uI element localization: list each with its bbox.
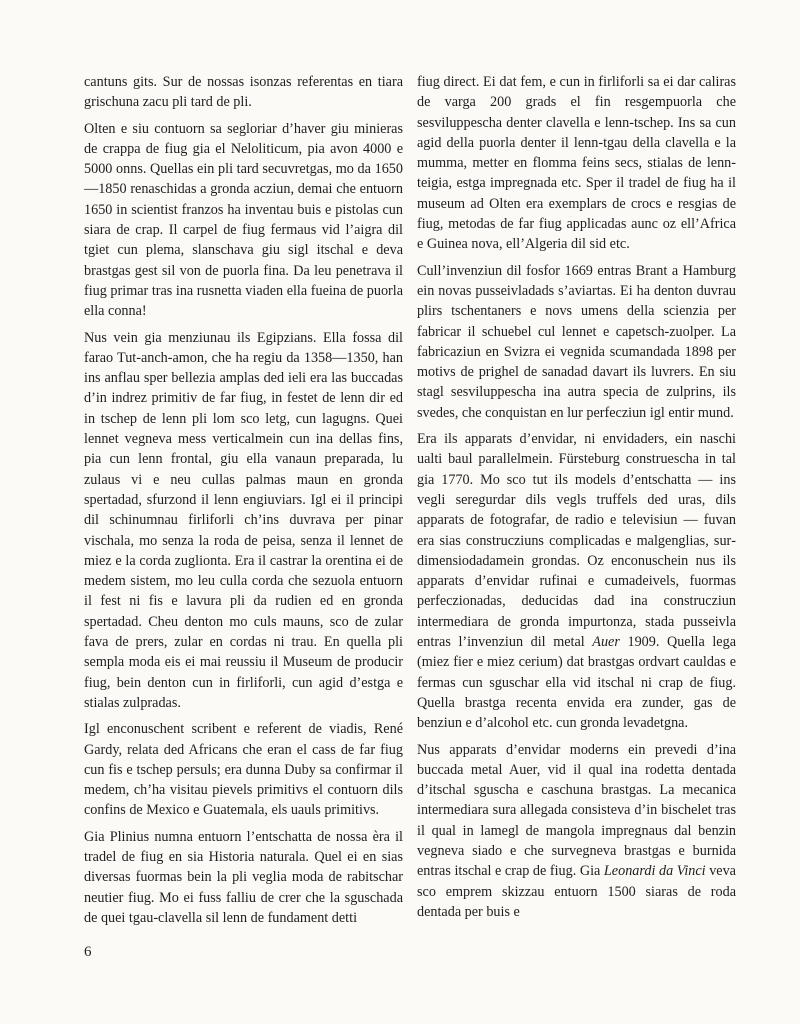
italic-name: Leonardi da Vinci	[603, 863, 706, 880]
page-number: 6	[84, 944, 92, 960]
left-column	[84, 72, 403, 934]
italic-name: Auer	[592, 634, 620, 651]
paragraph: Nus vein gia menziunau ils Egipzians. Ella fossa dil farao Tut-anch-amon, che ha regiu da 1358—1350, han ins anflau sper bellezia amplas ded ieli era las buccadas d’in indrez primitiv de far fiug, in festet de lenn dir ed in tschep de lenn pli lom sco letg, cun lagugns. Quei lennet vegneva mess verticalmein cun ina dellas fins, pia cun lenn frontal, giu ella vanaun preparada, lu zulaus vi e neu cullas palmas maun en gronda spertadad, sfurzond il lenn engiuviars. Igl ei il principi dil schinumnau firliforli ch’ins duvrava per pinar vischala, mo senza la roda de peisa, senza il lennet de miez e la corda zuglionta. Era il castrar la orentina ei de medem sistem, mo leu culla corda che sezuola entuorn il fest ni fis e lavura pli da rudien ed en gronda spertadad. Cheu denton mo culs mauns, sco de zular fava de prers, zular en cordas ni trau. En quella pli sempla moda eis ei mai reussiu il Museum de producir fiug, bein denton cun in firliforli, cun agid d’estga e stialas zulpradas.	[84, 329, 403, 711]
paragraph: fiug direct. Ei dat fem, e cun in firliforli sa ei dar caliras de varga 200 grads el fin resgempuorla che sesviluppescha denter clavella e lenn-tschep. Ins sa cun agid della puorla denter il lenn-tgau della clavella e la mumma, metter en flomma feins secs, stialas de lennteigia, estga impregnada etc. Sper il tradel de fiug ha il museum ad Olten era exemplars de crocs e resgias de fiug, metodas de far fiug applicadas aunc oz ell’Africa e Guinea nova, ell’Algeria dil sid etc.	[417, 74, 736, 253]
paragraph: Nus apparats d’envidar moderns ein prevedi d’ina buccada metal Auer, vid il qual ina rodetta dentada d’itschal sguscha e caschuna brastgas. La mecanica intermediara sura allegada consisteva d’in bischelet tras il qual in lamegl de mangola impregnaus dal benzin vegneva siado e che survegneva brastgas e burnida entras itschal e crap de fiug. Gia Leonardi da Vinci veva sco emprem skizzau entuorn 1500 siaras de roda dentada per buis e	[417, 741, 736, 920]
paragraph: Cull’invenziun dil fosfor 1669 entras Brant a Hamburg ein novas pusseivladads s’aviartas. Ei ha denton duvrau plirs tschentaners e novs umens della scienzia per fabricar il schuebel cul lennet e capetsch-zuolper. La fabricaziun en Svizra ei vegnida scumandada 1898 per motivs de prighel de sanadad davart ils luvrers. En siu stagl sesviluppescha ina autra specia de zulprins, ils svedes, che conquistan en lur perfecziun igl entir mund.	[417, 262, 736, 421]
paragraph: Olten e siu contuorn sa segloriar d’haver giu minieras de crappa de fiug gia el Neloliticum, pia avon 4000 e 5000 onns. Quellas ein pli tard secuvretgas, mo da 1650—1850 renaschidas a gronda acziun, demai che entuorn 1650 in scientist franzos ha inventau buis e pistolas cun siara de crap. Il carpel de fiug fermaus vid l’aigra dil tgiet cun plema, slanschava giu sigl itschal e deva brastgas gest sil von de puorla fina. Da leu penetrava il fiug primar tras ina rusnetta viaden ella fueina de puorla ella conna!	[84, 120, 403, 320]
paragraph: Era ils apparats d’envidar, ni envidaders, ein naschi ualti baul parallelmein. Fürsteburg construescha in tal gia 1770. Mo sco tut ils models d’entschatta — ins vegli seregurdar dils vegls truffels ded uras, dils apparats de fotografar, de radio e televisiun — fuvan era sias construcziuns complicadas e malgenglias, surdimensiodadamein grondas. Oz enconuschein nus ils apparats d’envidar rufinai e cumadeivels, fuormas perfeczionadas, deducidas dad ina construcziun intermediara de gronda impurtonza, stada pusseivla entras l’invenziun dil metal Auer 1909. Quella lega (miez fier e miez cerium) dat brastgas ordvart cauldas e fermas cun sguschar ella vid itschal ni crap de fiug. Quella brastga recenta envida era zunder, gas de benziun e d’alcohol etc. cun gronda levadetgna.	[417, 431, 736, 732]
paragraph: cantuns gits. Sur de nossas isonzas referentas en tiara grischuna zacu pli tard de pli.	[84, 74, 403, 111]
right-column	[417, 72, 736, 928]
paragraph: Gia Plinius numna entuorn l’entschatta de nossa èra il tradel de fiug en sia Historia naturala. Quel ei en sias diversas fuormas bein la pli veglia moda de rabitschar neutier fiug. Mo ei fuss falliu de crer che la sguschada de quei tgau-clavella sil lenn de fundament detti	[84, 828, 403, 926]
paragraph: Igl enconuschent scribent e referent de viadis, René Gardy, relata ded Africans che eran el cass de far fiug cun fis e tschep persuls; era dunna Duby sa confirmar il medem, ch’ha visitau pievels primitivs el contuorn dils confins de Mexico e Guatemala, els uauls primitivs.	[84, 721, 403, 819]
